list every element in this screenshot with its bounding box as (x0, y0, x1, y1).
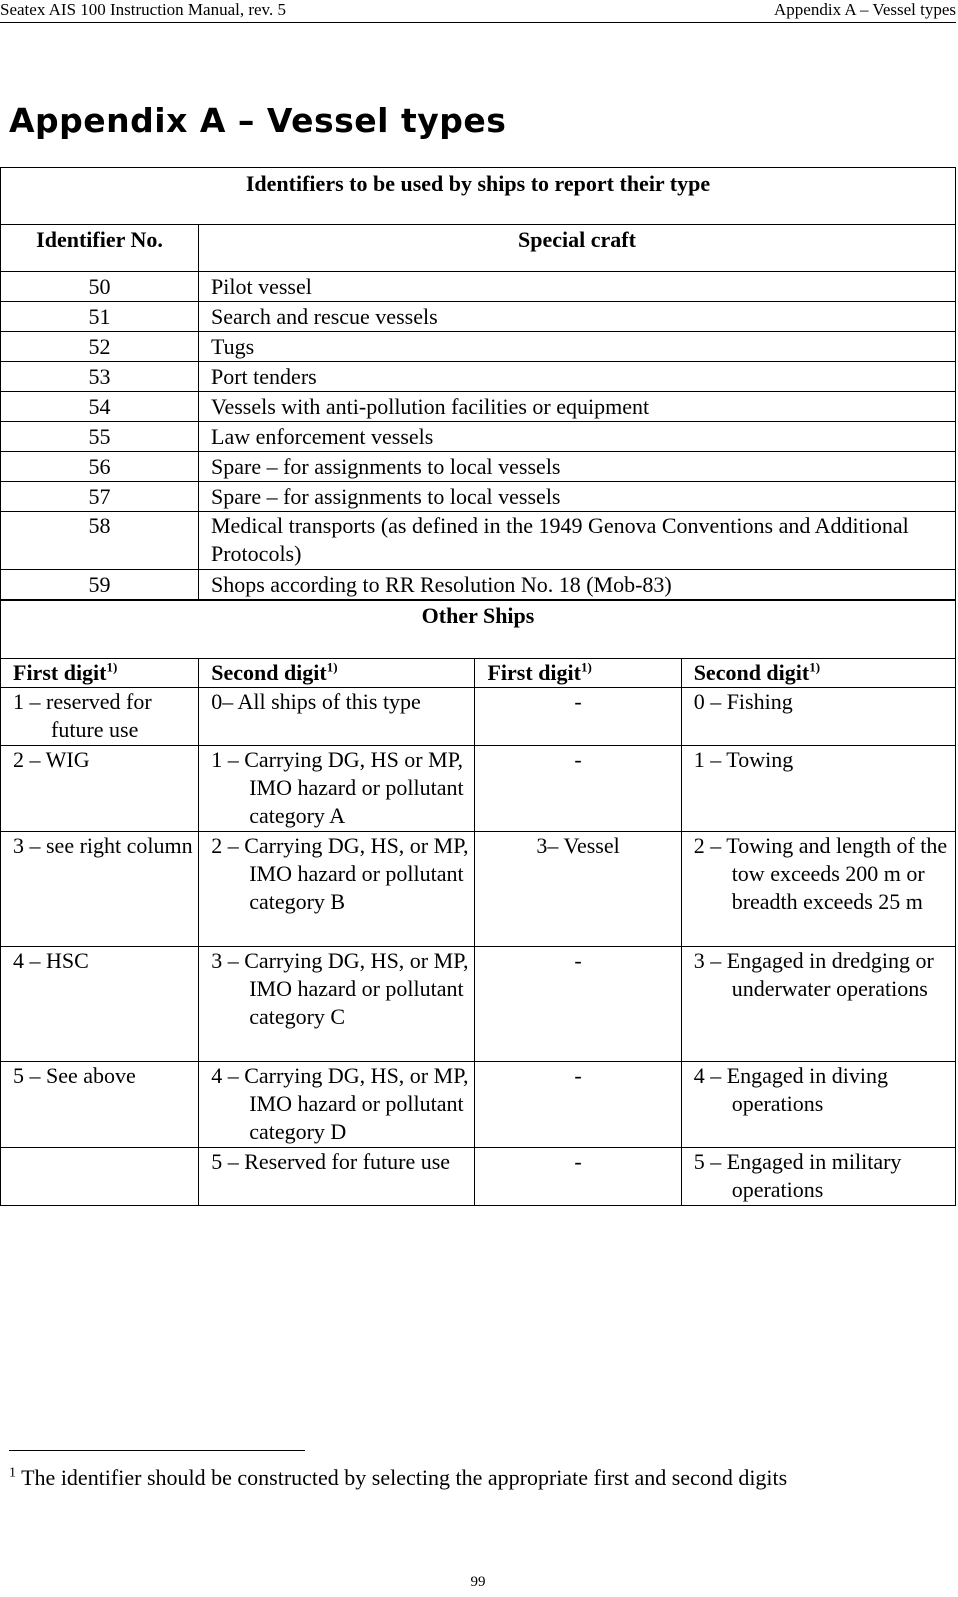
identifier-header: Identifier No. (1, 225, 199, 272)
first-digit-cell: 2 – WIG (1, 746, 199, 832)
special-table-caption-row (1, 168, 956, 225)
footnote-text: The identifier should be constructed by selecting the appropriate first and second digits (21, 1465, 788, 1490)
first-digit-header: First digit$^{1)}$ (1, 659, 199, 688)
second-digit-header: Second digit$^{1)}$ (681, 659, 955, 688)
first-digit-cell: 3 – see right column (1, 832, 199, 947)
table-row (1, 392, 956, 422)
table-row (1, 362, 956, 392)
identifier-cell: 53 (1, 362, 199, 392)
description-cell: Spare – for assignments to local vessels (199, 452, 956, 482)
description-cell: Tugs (199, 332, 956, 362)
table-row (1, 832, 956, 947)
table-row (1, 947, 956, 1062)
identifier-cell: 51 (1, 302, 199, 332)
description-cell: Spare – for assignments to local vessels (199, 482, 956, 512)
page-title: Appendix A – Vessel types (9, 101, 507, 140)
first-digit-cell: - (475, 947, 681, 1062)
special-table-caption: Identifiers to be used by ships to report their type (1, 168, 956, 225)
table-row (1, 302, 956, 332)
identifier-cell: 52 (1, 332, 199, 362)
other-table-header-row (1, 659, 956, 688)
footnote-mark: 1 (9, 1465, 16, 1481)
footnote-divider (9, 1450, 305, 1451)
first-digit-cell: 1 – reserved for future use (1, 688, 199, 746)
second-digit-cell: 3 – Carrying DG, HS, or MP, IMO hazard or pollutant category C (199, 947, 475, 1062)
other-table-caption: Other Ships (1, 601, 956, 659)
first-digit-cell: 5 – See above (1, 1062, 199, 1148)
first-digit-cell: 4 – HSC (1, 947, 199, 1062)
table-row (1, 688, 956, 746)
other-ships-table (0, 600, 956, 1206)
first-digit-cell: - (475, 688, 681, 746)
identifier-cell: 54 (1, 392, 199, 422)
special-table-body (1, 272, 956, 600)
description-cell: Shops according to RR Resolution No. 18 (Mob-83) (199, 570, 956, 600)
second-digit-cell: 0– All ships of this type (199, 688, 475, 746)
table-row (1, 512, 956, 570)
first-digit-cell (1, 1148, 199, 1206)
second-digit-cell: 0 – Fishing (681, 688, 955, 746)
special-craft-table (0, 167, 956, 600)
first-digit-cell: 3– Vessel (475, 832, 681, 947)
table-row (1, 452, 956, 482)
table-row (1, 482, 956, 512)
identifier-cell: 58 (1, 512, 199, 570)
description-cell: Port tenders (199, 362, 956, 392)
table-row (1, 272, 956, 302)
description-cell: Search and rescue vessels (199, 302, 956, 332)
second-digit-cell: 3 – Engaged in dredging or underwater operations (681, 947, 955, 1062)
table-row (1, 422, 956, 452)
description-cell: Pilot vessel (199, 272, 956, 302)
table-row (1, 1062, 956, 1148)
second-digit-cell: 1 – Carrying DG, HS or MP, IMO hazard or pollutant category A (199, 746, 475, 832)
header-section-title: Appendix A – Vessel types (774, 0, 956, 19)
table-row (1, 570, 956, 600)
second-digit-cell: 2 – Carrying DG, HS, or MP, IMO hazard or pollutant category B (199, 832, 475, 947)
table-row (1, 1148, 956, 1206)
other-table-body (1, 688, 956, 1206)
second-digit-cell: 1 – Towing (681, 746, 955, 832)
second-digit-cell: 5 – Engaged in military operations (681, 1148, 955, 1206)
second-digit-cell: 4 – Carrying DG, HS, or MP, IMO hazard or pollutant category D (199, 1062, 475, 1148)
second-digit-cell: 5 – Reserved for future use (199, 1148, 475, 1206)
table-row (1, 746, 956, 832)
second-digit-header: Second digit$^{1)}$ (199, 659, 475, 688)
second-digit-cell: 4 – Engaged in diving operations (681, 1062, 955, 1148)
other-table-caption-row (1, 601, 956, 659)
identifier-cell: 56 (1, 452, 199, 482)
special-table-header-row (1, 225, 956, 272)
description-cell: Medical transports (as defined in the 1949 Genova Conventions and Additional Protocols) (199, 512, 956, 570)
identifier-cell: 57 (1, 482, 199, 512)
footnote (9, 1465, 787, 1491)
identifier-cell: 55 (1, 422, 199, 452)
first-digit-cell: - (475, 1148, 681, 1206)
identifier-cell: 50 (1, 272, 199, 302)
first-digit-cell: - (475, 746, 681, 832)
special-craft-header: Special craft (199, 225, 956, 272)
description-cell: Vessels with anti-pollution facilities or equipment (199, 392, 956, 422)
page-header (0, 0, 956, 23)
first-digit-header: First digit$^{1)}$ (475, 659, 681, 688)
first-digit-cell: - (475, 1062, 681, 1148)
page-number: 99 (470, 1574, 486, 1590)
description-cell: Law enforcement vessels (199, 422, 956, 452)
identifier-cell: 59 (1, 570, 199, 600)
header-manual-title: Seatex AIS 100 Instruction Manual, rev. 5 (0, 0, 286, 19)
table-row (1, 332, 956, 362)
second-digit-cell: 2 – Towing and length of the tow exceeds 200 m or breadth exceeds 25 m (681, 832, 955, 947)
